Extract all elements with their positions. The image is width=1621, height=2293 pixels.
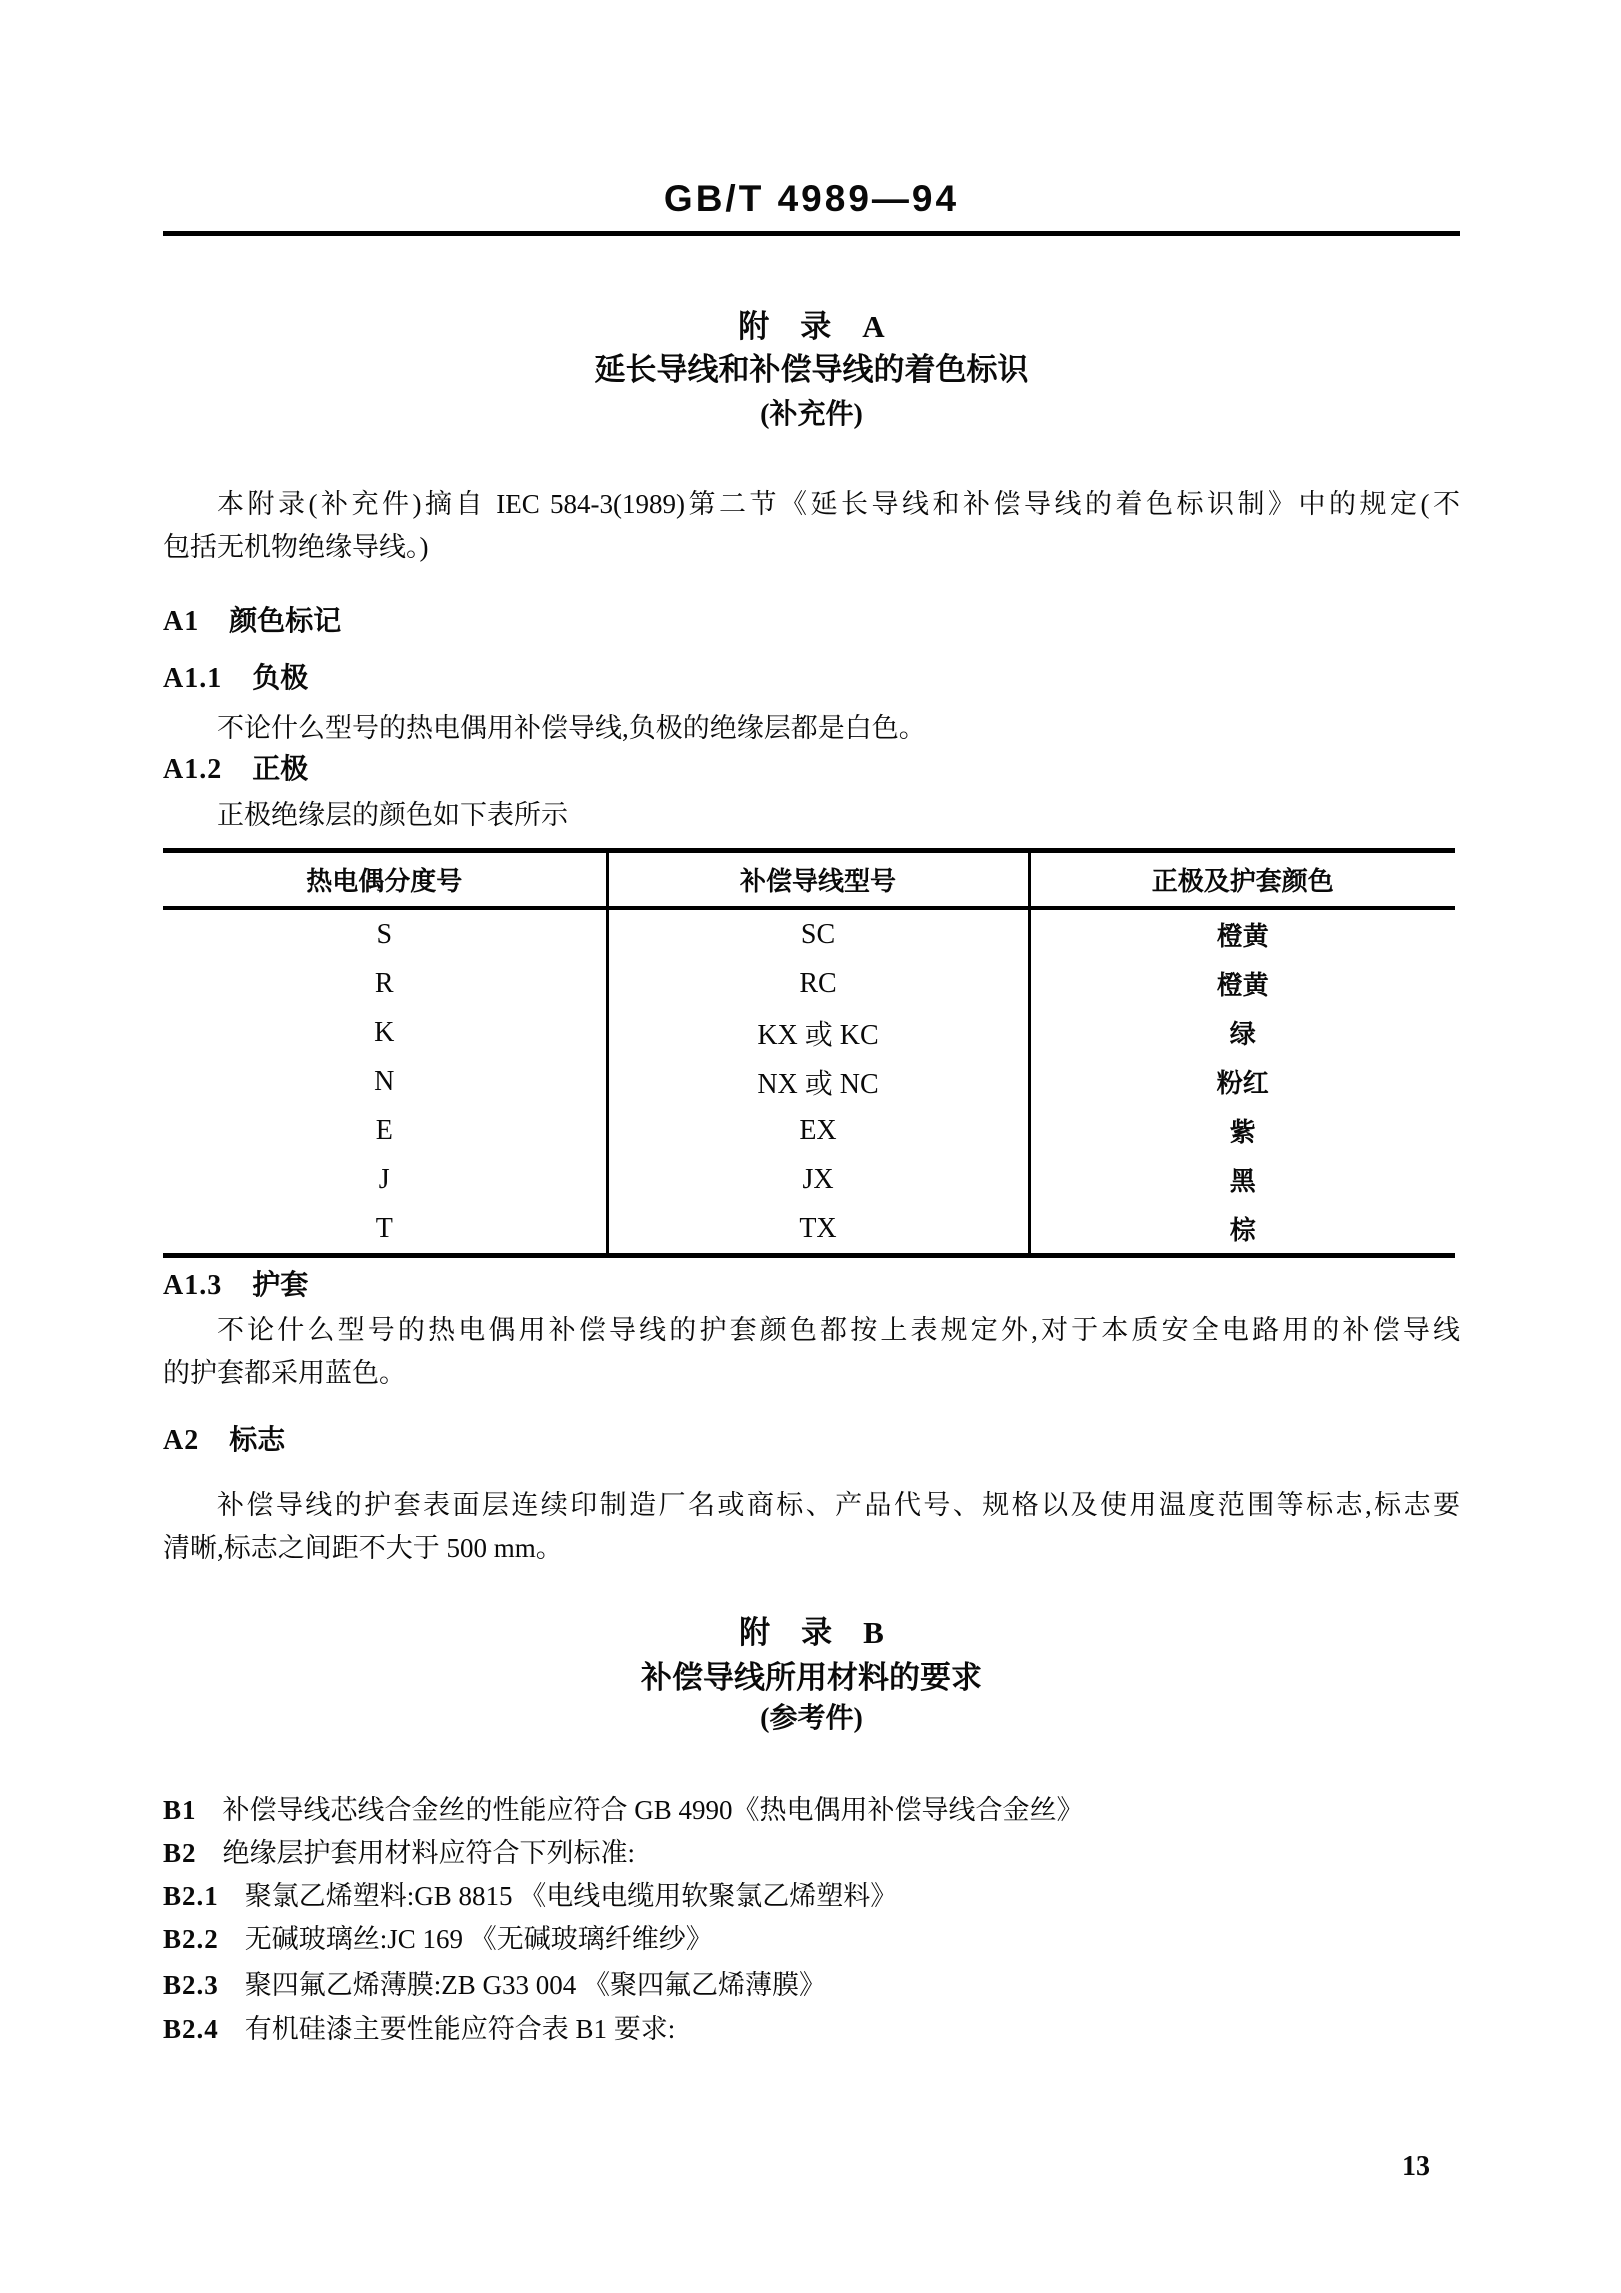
section-a1-2-label: A1.2 <box>163 754 223 785</box>
table-cell: EX <box>607 1106 1029 1155</box>
table-cell: 黑 <box>1029 1155 1455 1204</box>
table-cell: RC <box>607 959 1029 1008</box>
section-b2-3-text: 聚四氟乙烯薄膜:ZB G33 004 《聚四氟乙烯薄膜》 <box>244 1970 827 2000</box>
appendix-b-note: (参考件) <box>760 1703 863 1734</box>
table-cell: J <box>378 1163 390 1195</box>
section-a1-title: 颜色标记 <box>229 606 342 637</box>
table-cell: 橙黄 <box>1029 908 1455 959</box>
section-a2-title: 标志 <box>229 1425 286 1456</box>
section-a2-heading <box>163 1424 1460 1458</box>
section-a2-label: A2 <box>163 1425 200 1456</box>
table-row <box>163 1008 1455 1057</box>
section-b2-1-text: 聚氯乙烯塑料:GB 8815 《电线电缆用软聚氯乙烯塑料》 <box>244 1881 898 1911</box>
section-a1-2-title: 正极 <box>252 754 309 785</box>
section-a1-3-heading <box>163 1269 1460 1303</box>
page-number: 13 <box>1402 2151 1430 2182</box>
section-b1-label: B1 <box>163 1795 197 1825</box>
section-b2-4 <box>163 2012 1460 2046</box>
section-a1-3-line-1: 不论什么型号的热电偶用补偿导线的护套颜色都按上表规定外,对于本质安全电路用的补偿导线 <box>217 1315 1460 1345</box>
positive-color-table <box>163 848 1455 1258</box>
table-row <box>163 959 1455 1008</box>
table-header-color: 正极及护套颜色 <box>1029 851 1455 909</box>
section-b2-3-label: B2.3 <box>163 1970 219 2000</box>
table-cell: 橙黄 <box>1029 959 1455 1008</box>
appendix-b-title: 附 录 B <box>739 1615 884 1650</box>
table-cell: 紫 <box>1029 1106 1455 1155</box>
table-header-wire-type: 补偿导线型号 <box>607 851 1029 909</box>
table-cell: R <box>374 967 394 999</box>
appendix-b-subtitle: 补偿导线所用材料的要求 <box>641 1660 982 1695</box>
table-cell: SC <box>607 908 1029 959</box>
section-a1-1-label: A1.1 <box>163 663 223 694</box>
table-row <box>163 908 1455 959</box>
section-b2-1 <box>163 1879 1460 1913</box>
table-cell: E <box>375 1114 393 1146</box>
appendix-a-intro-line-2: 包括无机物绝缘导线。) <box>163 532 429 562</box>
table-cell: NX 或 NC <box>607 1057 1029 1106</box>
appendix-a-subtitle: 延长导线和补偿导线的着色标识 <box>594 352 1029 387</box>
section-a1-1-heading <box>163 662 1460 696</box>
table-row <box>163 1155 1455 1204</box>
table-cell: 绿 <box>1029 1008 1455 1057</box>
section-a1-2-text: 正极绝缘层的颜色如下表所示 <box>217 800 568 830</box>
section-a2-line-2: 清晰,标志之间距不大于 500 mm。 <box>163 1533 563 1563</box>
section-a1-2-heading <box>163 753 1460 787</box>
section-a1-heading <box>163 605 1460 639</box>
table-cell: JX <box>607 1155 1029 1204</box>
section-a1-3-title: 护套 <box>252 1270 309 1301</box>
section-a1-1-text: 不论什么型号的热电偶用补偿导线,负极的绝缘层都是白色。 <box>217 713 926 743</box>
table-cell: KX 或 KC <box>607 1008 1029 1057</box>
table-header-row <box>163 851 1455 909</box>
section-b2-4-label: B2.4 <box>163 2014 219 2044</box>
section-b1-text: 补偿导线芯线合金丝的性能应符合 GB 4990《热电偶用补偿导线合金丝》 <box>222 1795 1084 1825</box>
table-cell: TX <box>607 1204 1029 1256</box>
section-b2-text: 绝缘层护套用材料应符合下列标准: <box>222 1838 636 1868</box>
table-cell: N <box>374 1065 395 1097</box>
section-b2-label: B2 <box>163 1838 197 1868</box>
doc-code-header: GB/T 4989—94 <box>663 178 960 219</box>
section-a1-label: A1 <box>163 606 200 637</box>
section-b2-2-label: B2.2 <box>163 1924 219 1954</box>
table-cell: S <box>376 918 393 950</box>
appendix-a-intro-line-1: 本附录(补充件)摘自 IEC 584-3(1989)第二节《延长导线和补偿导线的着色标识制》中的规定(不 <box>217 489 1460 519</box>
section-b1 <box>163 1793 1460 1827</box>
section-a1-1-title: 负极 <box>252 663 309 694</box>
section-a1-3-line-2: 的护套都采用蓝色。 <box>163 1358 406 1388</box>
table-row <box>163 1106 1455 1155</box>
table-row <box>163 1057 1455 1106</box>
table-cell: K <box>374 1016 395 1048</box>
header-rule <box>163 231 1460 236</box>
appendix-a-title: 附 录 A <box>738 309 885 344</box>
table-row <box>163 1204 1455 1256</box>
section-a2-line-1: 补偿导线的护套表面层连续印制造厂名或商标、产品代号、规格以及使用温度范围等标志,标志要 <box>217 1490 1460 1520</box>
section-b2-1-label: B2.1 <box>163 1881 219 1911</box>
appendix-a-note: (补充件) <box>760 399 863 430</box>
table-cell: 棕 <box>1029 1204 1455 1256</box>
section-b2 <box>163 1836 1460 1870</box>
section-b2-4-text: 有机硅漆主要性能应符合表 B1 要求: <box>244 2014 676 2044</box>
table-cell: T <box>375 1212 393 1244</box>
section-b2-2 <box>163 1922 1460 1956</box>
table-cell: 粉红 <box>1029 1057 1455 1106</box>
table-header-graduation: 热电偶分度号 <box>163 851 607 909</box>
section-a1-3-label: A1.3 <box>163 1270 223 1301</box>
section-b2-3 <box>163 1968 1460 2002</box>
section-b2-2-text: 无碱玻璃丝:JC 169 《无碱玻璃纤维纱》 <box>244 1924 713 1954</box>
